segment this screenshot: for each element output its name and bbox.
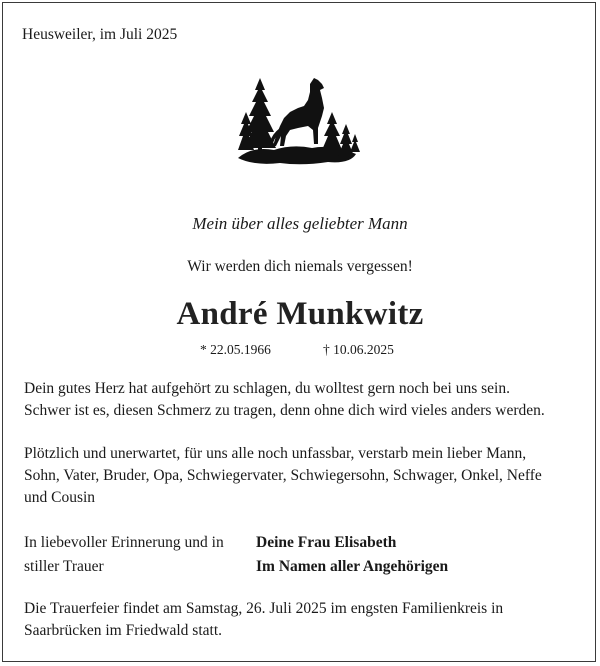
place-date: Heusweiler, im Juli 2025 (22, 26, 178, 43)
text-line: Deine Frau Elisabeth (256, 534, 397, 551)
death-date: † 10.06.2025 (323, 342, 394, 357)
paragraph-announcement (24, 443, 542, 509)
text-line: Schwer ist es, diesen Schmerz zu tragen, denn ohne dich wird vieles anders werden. (24, 402, 545, 419)
deceased-name: André Munkwitz (176, 296, 424, 332)
text-line: Saarbrücken im Friedwald statt. (24, 622, 223, 639)
funeral-notice (24, 598, 503, 642)
promise-line: Wir werden dich niemals vergessen! (187, 258, 413, 275)
text-line: Im Namen aller Angehörigen (256, 558, 449, 575)
text-line: stiller Trauer (24, 558, 104, 575)
birth-date: * 22.05.1966 (200, 342, 271, 357)
text-line: und Cousin (24, 489, 96, 506)
motto: Mein über alles geliebter Mann (192, 214, 408, 233)
text-line: Dein gutes Herz hat aufgehört zu schlagen, du wolltest gern noch bei uns sein. (24, 380, 510, 397)
text-line: Sohn, Vater, Bruder, Opa, Schwiegervater, Schwiegersohn, Schwager, Onkel, Neffe (24, 467, 542, 484)
text-line: Plötzlich und unerwartet, für uns alle noch unfassbar, verstarb mein lieber Mann, (24, 445, 527, 462)
text-line: Die Trauerfeier findet am Samstag, 26. Juli 2025 im engsten Familienkreis in (24, 600, 504, 617)
text-line: In liebevoller Erinnerung und in (24, 534, 224, 551)
howling-wolf-with-trees-icon (232, 72, 366, 170)
paragraph-heart (24, 378, 545, 422)
family-signature (256, 531, 448, 579)
mourning-note (24, 531, 224, 579)
